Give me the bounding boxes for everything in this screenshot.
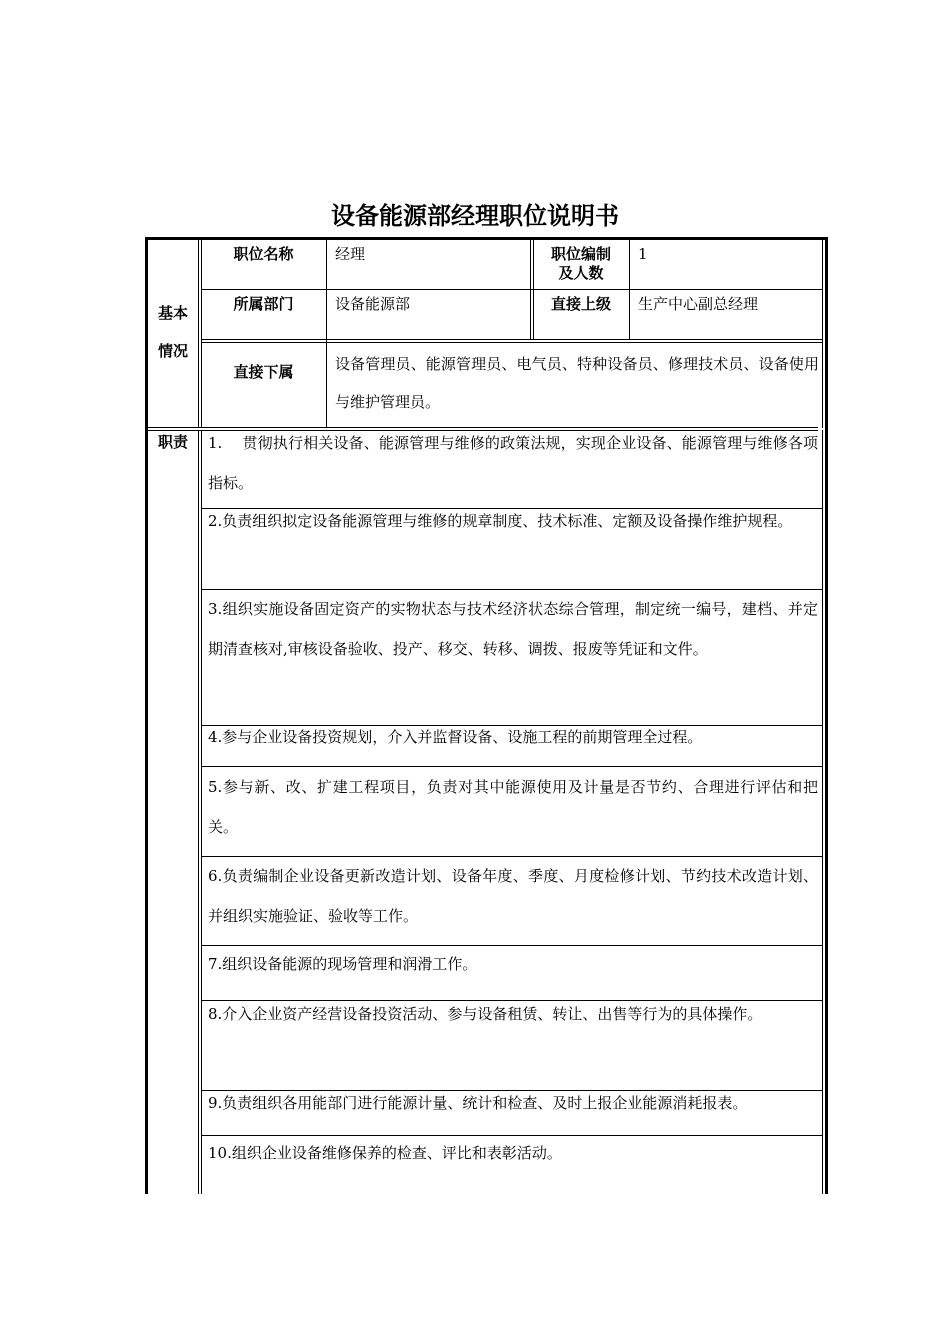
duty-item: 3.组织实施设备固定资产的实物状态与技术经济状态综合管理，制定统一编号，建档、并定期清查核对,审核设备验收、投产、移交、转移、调拨、报废等凭证和文件。 bbox=[208, 600, 818, 658]
position-name-label: 职位名称 bbox=[233, 245, 294, 263]
duty-item: 8.介入企业资产经营设备投资活动、参与设备租赁、转让、出售等行为的具体操作。 bbox=[208, 1005, 763, 1023]
headcount-label: 职位编制 及人数 bbox=[550, 245, 611, 282]
page-title: 设备能源部经理职位说明书 bbox=[331, 202, 619, 230]
superior-value: 生产中心副总经理 bbox=[638, 295, 759, 313]
basic-info-section-label: 基本 情况 bbox=[157, 304, 188, 360]
divider bbox=[629, 240, 630, 340]
duty-item: 7.组织设备能源的现场管理和润滑工作。 bbox=[208, 955, 478, 973]
divider bbox=[198, 430, 199, 1194]
duty-item: 5.参与新、改、扩建工程项目，负责对其中能源使用及计量是否节约、合理进行评估和把关。 bbox=[208, 778, 818, 836]
duty-item: 6.负责编制企业设备更新改造计划、设备年度、季度、月度检修计划、节约技术改造计划、并组织实施验证、验收等工作。 bbox=[208, 867, 818, 925]
subordinates-value: 设备管理员、能源管理员、电气员、特种设备员、修理技术员、设备使用与维护管理员。 bbox=[335, 355, 819, 411]
duty-item: 2.负责组织拟定设备能源管理与维修的规章制度、技术标准、定额及设备操作维护规程。 bbox=[208, 512, 793, 530]
duty-item: 1. 贯彻执行相关设备、能源管理与维修的政策法规，实现企业设备、能源管理与维修各项指标。 bbox=[208, 434, 818, 492]
divider bbox=[201, 339, 822, 340]
duties-section-label: 职责 bbox=[157, 433, 188, 451]
divider bbox=[530, 240, 531, 340]
department-value: 设备能源部 bbox=[335, 295, 411, 313]
divider bbox=[326, 240, 327, 428]
divider bbox=[201, 430, 202, 1194]
divider bbox=[822, 430, 823, 1194]
position-name-value: 经理 bbox=[335, 245, 366, 263]
divider bbox=[201, 342, 822, 343]
duty-item: 9.负责组织各用能部门进行能源计量、统计和检查、及时上报企业能源消耗报表。 bbox=[208, 1094, 748, 1112]
superior-label: 直接上级 bbox=[550, 295, 611, 313]
divider bbox=[201, 289, 822, 290]
department-label: 所属部门 bbox=[233, 295, 294, 313]
subordinates-label: 直接下属 bbox=[233, 363, 294, 381]
duty-item: 4.参与企业设备投资规划，介入并监督设备、设施工程的前期管理全过程。 bbox=[208, 728, 703, 746]
divider bbox=[198, 240, 199, 428]
headcount-value: 1 bbox=[638, 245, 648, 263]
divider bbox=[201, 240, 202, 428]
duty-item: 10.组织企业设备维修保养的检查、评比和表彰活动。 bbox=[208, 1144, 562, 1162]
divider bbox=[822, 240, 823, 428]
